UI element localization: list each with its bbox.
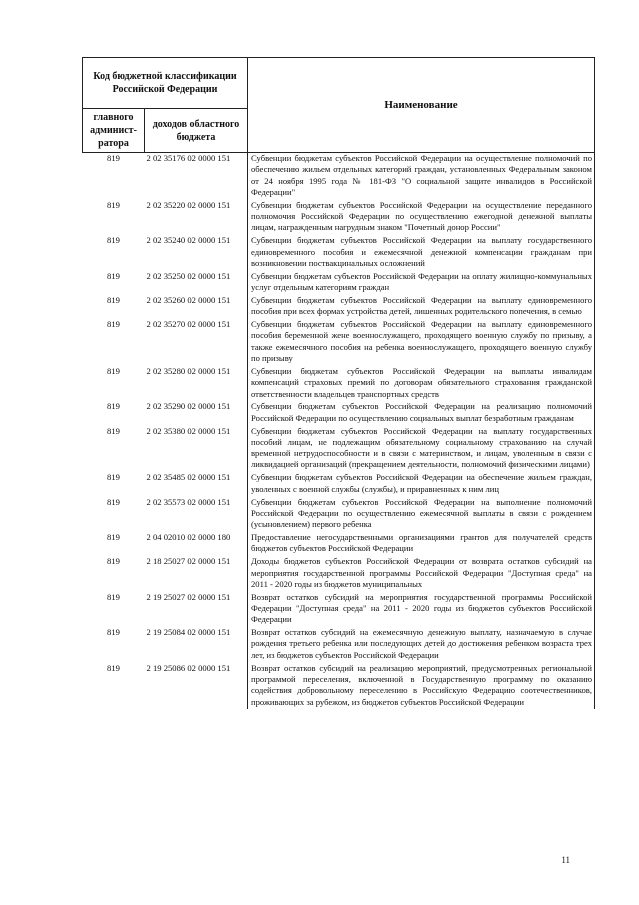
table-row xyxy=(83,153,595,200)
admin-code-cell: 819 xyxy=(107,319,120,330)
name-cell: Субвенции бюджетам субъектов Российской Федерации на реализацию полномочий Российской Федерации по осуществлению социальных выплат безработным гражданам xyxy=(248,401,595,425)
table-row xyxy=(83,627,595,662)
table-row xyxy=(83,592,595,627)
name-cell: Возврат остатков субсидий на мероприятия государственной программы Российской Федерации "Доступная среда" на 2011 - 2020 годы из бюджетов субъектов Российской Федерации xyxy=(248,592,595,627)
admin-code-cell: 819 xyxy=(107,401,120,412)
income-code-cell: 2 02 35260 02 0000 151 xyxy=(146,294,231,305)
income-code-cell: 2 18 25027 02 0000 151 xyxy=(146,556,231,567)
table-row xyxy=(83,426,595,473)
name-cell: Субвенции бюджетам субъектов Российской Федерации на выплату государственного единовременного пособия и ежемесячной денежной компенсации гражданам при возникновении поствакцинальных осложнений xyxy=(248,235,595,270)
income-code-cell: 2 02 35485 02 0000 151 xyxy=(146,472,231,483)
table-row xyxy=(83,497,595,532)
table-row xyxy=(83,663,595,710)
income-code-cell: 2 04 02010 02 0000 180 xyxy=(146,532,231,543)
name-cell: Субвенции бюджетам субъектов Российской Федерации на выплату государственных пособий лицам, не подлежащим обязательному социальному страхованию на случай временной нетрудоспособности и в связи с материнством, и лицам, уволенным в связи с ликвидацией организаций (прекращением деятельности, полномочий физическими лицами) xyxy=(248,426,595,473)
name-cell: Субвенции бюджетам субъектов Российской Федерации на выплату единовременного пособия беременной жене военнослужащего, проходящего военную службу по призыву, а также ежемесячного пособия на ребенка военнослужащего, проходящего военную службу по призыву xyxy=(248,319,595,366)
budget-classification-table xyxy=(82,57,595,709)
income-code-cell: 2 02 35270 02 0000 151 xyxy=(146,319,231,330)
income-code-cell: 2 19 25086 02 0000 151 xyxy=(146,662,231,673)
admin-code-cell: 819 xyxy=(107,365,120,376)
income-code-cell: 2 02 35240 02 0000 151 xyxy=(146,235,231,246)
table-row xyxy=(83,200,595,235)
name-cell: Субвенции бюджетам субъектов Российской Федерации на выплаты инвалидам компенсаций страховых премий по договорам обязательного страхования гражданской ответственности владельцев транспортных средств xyxy=(248,366,595,401)
admin-code-cell: 819 xyxy=(107,591,120,602)
table-row xyxy=(83,319,595,366)
admin-code-cell: 819 xyxy=(107,627,120,638)
income-code-cell: 2 02 35250 02 0000 151 xyxy=(146,270,231,281)
name-cell: Доходы бюджетов субъектов Российской Федерации от возврата остатков субсидий на мероприятия государственной программы Российской Федерации "Доступная среда" на 2011 - 2020 годы из бюджетов муниципальных xyxy=(248,556,595,591)
table-row xyxy=(83,295,595,319)
admin-code-cell: 819 xyxy=(107,425,120,436)
name-cell: Субвенции бюджетам субъектов Российской Федерации на оплату жилищно-коммунальных услуг отдельным категориям граждан xyxy=(248,271,595,295)
table-body xyxy=(83,153,595,710)
table-row xyxy=(83,556,595,591)
header-budget-code: Код бюджетной классификации Российской Федерации xyxy=(83,58,248,109)
name-cell: Субвенции бюджетам субъектов Российской Федерации на выполнение полномочий Российской Федерации по осуществлению ежемесячной выплаты в связи с рождением (усыновлением) первого ребенка xyxy=(248,497,595,532)
table-row xyxy=(83,366,595,401)
name-cell: Возврат остатков субсидий на ежемесячную денежную выплату, назначаемую в случае рождения третьего ребенка или последующих детей до достижения ребенком возраста трех лет, из бюджетов субъектов Российской Федерации xyxy=(248,627,595,662)
name-cell: Субвенции бюджетам субъектов Российской Федерации на обеспечение жильем граждан, уволенных с военной службы (службы), и приравненных к ним лиц xyxy=(248,472,595,496)
admin-code-cell: 819 xyxy=(107,496,120,507)
income-code-cell: 2 02 35380 02 0000 151 xyxy=(146,425,231,436)
income-code-cell: 2 02 35280 02 0000 151 xyxy=(146,365,231,376)
income-code-cell: 2 02 35176 02 0000 151 xyxy=(146,153,231,163)
name-cell: Субвенции бюджетам субъектов Российской Федерации на осуществление переданного полномочия Российской Федерации по осуществлению ежегодной денежной выплаты лицам, награжденным нагрудным знаком "Почетный донор России" xyxy=(248,200,595,235)
header-name: Наименование xyxy=(248,58,595,153)
income-code-cell: 2 02 35220 02 0000 151 xyxy=(146,199,231,210)
admin-code-cell: 819 xyxy=(107,532,120,543)
table-row xyxy=(83,401,595,425)
name-cell: Предоставление негосударственными организациями грантов для получателей средств бюджетов субъектов Российской Федерации xyxy=(248,532,595,556)
income-code-cell: 2 02 35290 02 0000 151 xyxy=(146,401,231,412)
page-number: 11 xyxy=(561,855,570,865)
admin-code-cell: 819 xyxy=(107,153,120,163)
admin-code-cell: 819 xyxy=(107,472,120,483)
admin-code-cell: 819 xyxy=(107,662,120,673)
table-row xyxy=(83,532,595,556)
admin-code-cell: 819 xyxy=(107,270,120,281)
income-code-cell: 2 19 25027 02 0000 151 xyxy=(146,591,231,602)
header-admin: главного админист-ратора xyxy=(83,109,145,153)
name-cell: Субвенции бюджетам субъектов Российской Федерации на выплату единовременного пособия при всех формах устройства детей, лишенных родительского попечения, в семью xyxy=(248,295,595,319)
table-row xyxy=(83,472,595,496)
name-cell: Субвенции бюджетам субъектов Российской Федерации на осуществление полномочий по обеспечению жильем отдельных категорий граждан, установленных Федеральным законом от 24 ноября 1995 года № 181-ФЗ "О социальной защите инвалидов в Российской Федерации" xyxy=(248,153,595,200)
name-cell: Возврат остатков субсидий на реализацию мероприятий, предусмотренных региональной программой переселения, включенной в Государственную программу по оказанию содействия добровольному переселению в Российскую Федерацию соотечественников, проживающих за рубежом, из бюджетов субъектов Российской Федерации xyxy=(248,663,595,710)
header-income: доходов областного бюджета xyxy=(145,109,248,153)
admin-code-cell: 819 xyxy=(107,556,120,567)
admin-code-cell: 819 xyxy=(107,199,120,210)
income-code-cell: 2 02 35573 02 0000 151 xyxy=(146,496,231,507)
income-code-cell: 2 19 25084 02 0000 151 xyxy=(146,627,231,638)
table-row xyxy=(83,235,595,270)
admin-code-cell: 819 xyxy=(107,235,120,246)
table-row xyxy=(83,271,595,295)
admin-code-cell: 819 xyxy=(107,294,120,305)
